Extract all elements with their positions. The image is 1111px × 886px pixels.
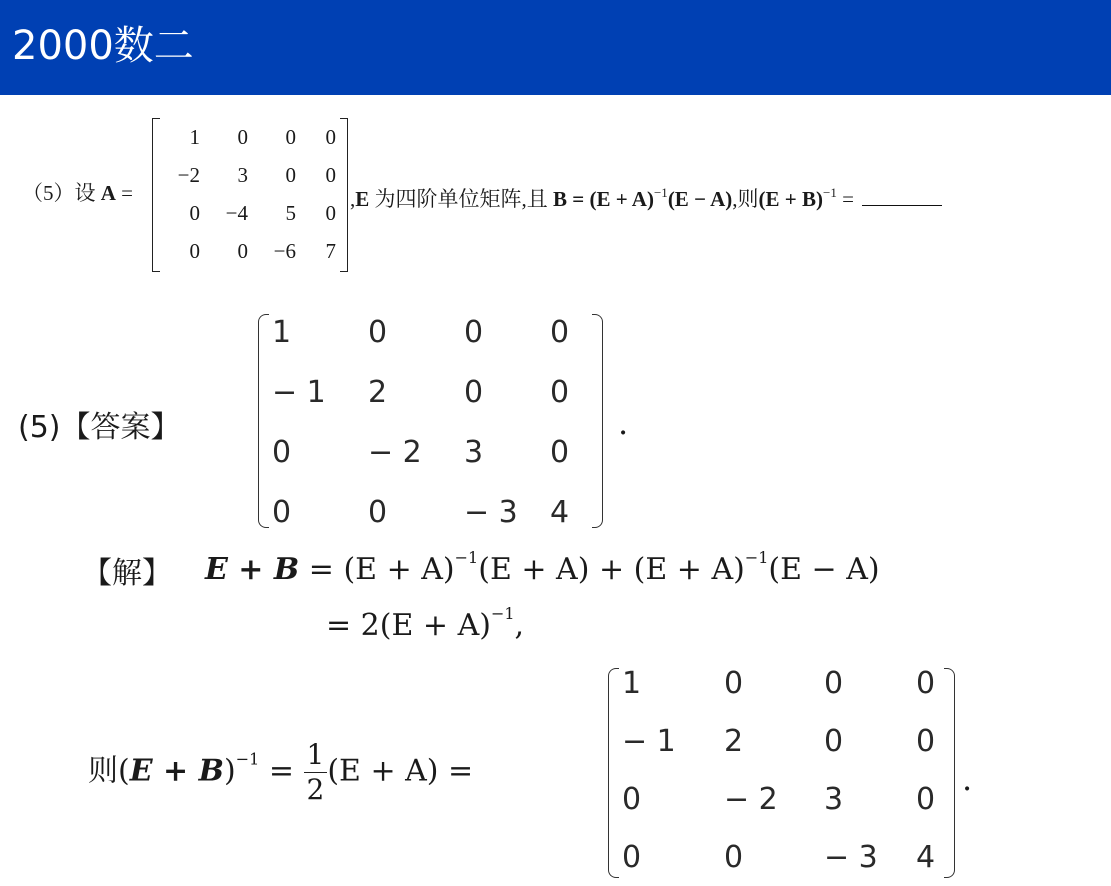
two-times-inverse: = 2(E + A) xyxy=(326,608,491,643)
matrix-cell: −2 xyxy=(177,162,200,187)
matrix-cell: 0 xyxy=(824,723,844,759)
b-definition: B = (E + A) xyxy=(553,187,654,211)
inverse-exponent: −1 xyxy=(235,749,260,769)
solution-line-1 xyxy=(205,548,880,587)
matrix-cell: −4 xyxy=(225,200,248,225)
answer-blank xyxy=(862,205,942,206)
equals-inverse: = (E + A) xyxy=(299,552,455,587)
expansion-tail: (E − A) xyxy=(768,552,880,587)
equals-sign: = xyxy=(259,753,304,789)
question-suffix xyxy=(350,178,942,214)
e-plus-b: E + B xyxy=(129,753,224,789)
solution-matrix xyxy=(622,654,952,886)
solution-line-3 xyxy=(88,738,473,807)
matrix-cell: 0 xyxy=(285,162,296,187)
question-ask: (E + B) xyxy=(758,187,823,211)
identity-e: E xyxy=(355,187,370,211)
solution-period: . xyxy=(962,760,973,798)
matrix-cell: 0 xyxy=(916,665,936,701)
matrix-cell: 4 xyxy=(550,494,570,530)
matrix-cell: 0 xyxy=(368,494,388,530)
question-number: （5） xyxy=(22,181,75,205)
matrix-cell: − 1 xyxy=(622,723,676,759)
matrix-cell: − 2 xyxy=(368,434,422,470)
question-then-text: ,则 xyxy=(732,187,759,211)
answer-label: (5)【答案】 xyxy=(18,410,181,445)
matrix-cell: 0 xyxy=(237,124,248,149)
matrix-cell: 1 xyxy=(189,124,200,149)
inverse-exponent: −1 xyxy=(490,604,515,623)
matrix-cell: 0 xyxy=(325,124,336,149)
solution-matrix-left-bar xyxy=(608,668,619,878)
answer-period: . xyxy=(618,404,629,442)
matrix-cell: 4 xyxy=(916,839,936,875)
matrix-cell: 1 xyxy=(622,665,642,701)
matrix-cell: 0 xyxy=(550,314,570,350)
matrix-cell: 0 xyxy=(237,238,248,263)
matrix-cell: 0 xyxy=(189,238,200,263)
close-paren: ) xyxy=(223,753,236,789)
equals-sign: = xyxy=(121,181,134,205)
question-lead-text: 设 xyxy=(74,181,96,205)
matrix-cell: 0 xyxy=(189,200,200,225)
matrix-cell: 0 xyxy=(622,781,642,817)
matrix-cell: 0 xyxy=(550,434,570,470)
matrix-cell: 0 xyxy=(368,314,388,350)
matrix-cell: 0 xyxy=(724,839,744,875)
matrix-cell: 2 xyxy=(368,374,388,410)
page-title: 2000数二 xyxy=(12,23,194,69)
comma: , xyxy=(514,608,525,643)
matrix-right-bracket xyxy=(340,118,348,272)
one-half-fraction xyxy=(304,738,328,807)
e-plus-b: E + B xyxy=(205,552,300,587)
matrix-cell: − 2 xyxy=(724,781,778,817)
inverse-exponent: −1 xyxy=(653,185,668,200)
answer-matrix xyxy=(272,302,602,542)
matrix-name-a: A xyxy=(100,181,116,205)
matrix-cell: −6 xyxy=(273,238,296,263)
matrix-cell: 0 xyxy=(916,781,936,817)
question-matrix xyxy=(160,118,340,270)
inverse-exponent: −1 xyxy=(823,185,837,200)
matrix-cell: − 3 xyxy=(464,494,518,530)
matrix-cell: − 1 xyxy=(272,374,326,410)
solution-line-2 xyxy=(326,604,524,643)
matrix-cell: 0 xyxy=(824,665,844,701)
matrix-cell: 0 xyxy=(464,374,484,410)
comma: , xyxy=(350,187,356,211)
matrix-cell: 0 xyxy=(285,124,296,149)
matrix-cell: 0 xyxy=(272,434,292,470)
fraction-numerator: 1 xyxy=(304,738,328,773)
inverse-exponent: −1 xyxy=(454,548,479,567)
matrix-cell: 0 xyxy=(550,374,570,410)
matrix-cell: 7 xyxy=(325,238,336,263)
then-text: 则( xyxy=(88,753,130,789)
matrix-cell: 0 xyxy=(622,839,642,875)
question-mid-text: 为四阶单位矩阵,且 xyxy=(374,187,548,211)
expansion-term: (E + A) + (E + A) xyxy=(478,552,745,587)
matrix-left-bracket xyxy=(152,118,160,272)
matrix-cell: 0 xyxy=(325,162,336,187)
matrix-cell: 0 xyxy=(464,314,484,350)
solution-label: 【解】 xyxy=(82,556,172,591)
fraction-denominator: 2 xyxy=(306,773,325,806)
matrix-cell: − 3 xyxy=(824,839,878,875)
answer-matrix-left-bar xyxy=(258,314,269,528)
matrix-cell: 1 xyxy=(272,314,292,350)
question-equals: = xyxy=(842,187,854,211)
inverse-exponent: −1 xyxy=(744,548,769,567)
matrix-cell: 3 xyxy=(237,162,248,187)
matrix-cell: 3 xyxy=(824,781,844,817)
question-prefix xyxy=(22,178,133,208)
matrix-cell: 5 xyxy=(285,200,296,225)
header-banner xyxy=(0,0,1111,95)
b-definition-tail: (E − A) xyxy=(667,187,733,211)
matrix-cell: 2 xyxy=(724,723,744,759)
matrix-cell: 0 xyxy=(724,665,744,701)
matrix-cell: 0 xyxy=(272,494,292,530)
matrix-cell: 0 xyxy=(325,200,336,225)
e-plus-a-equals: (E + A) = xyxy=(327,753,474,789)
matrix-cell: 0 xyxy=(916,723,936,759)
matrix-cell: 3 xyxy=(464,434,484,470)
